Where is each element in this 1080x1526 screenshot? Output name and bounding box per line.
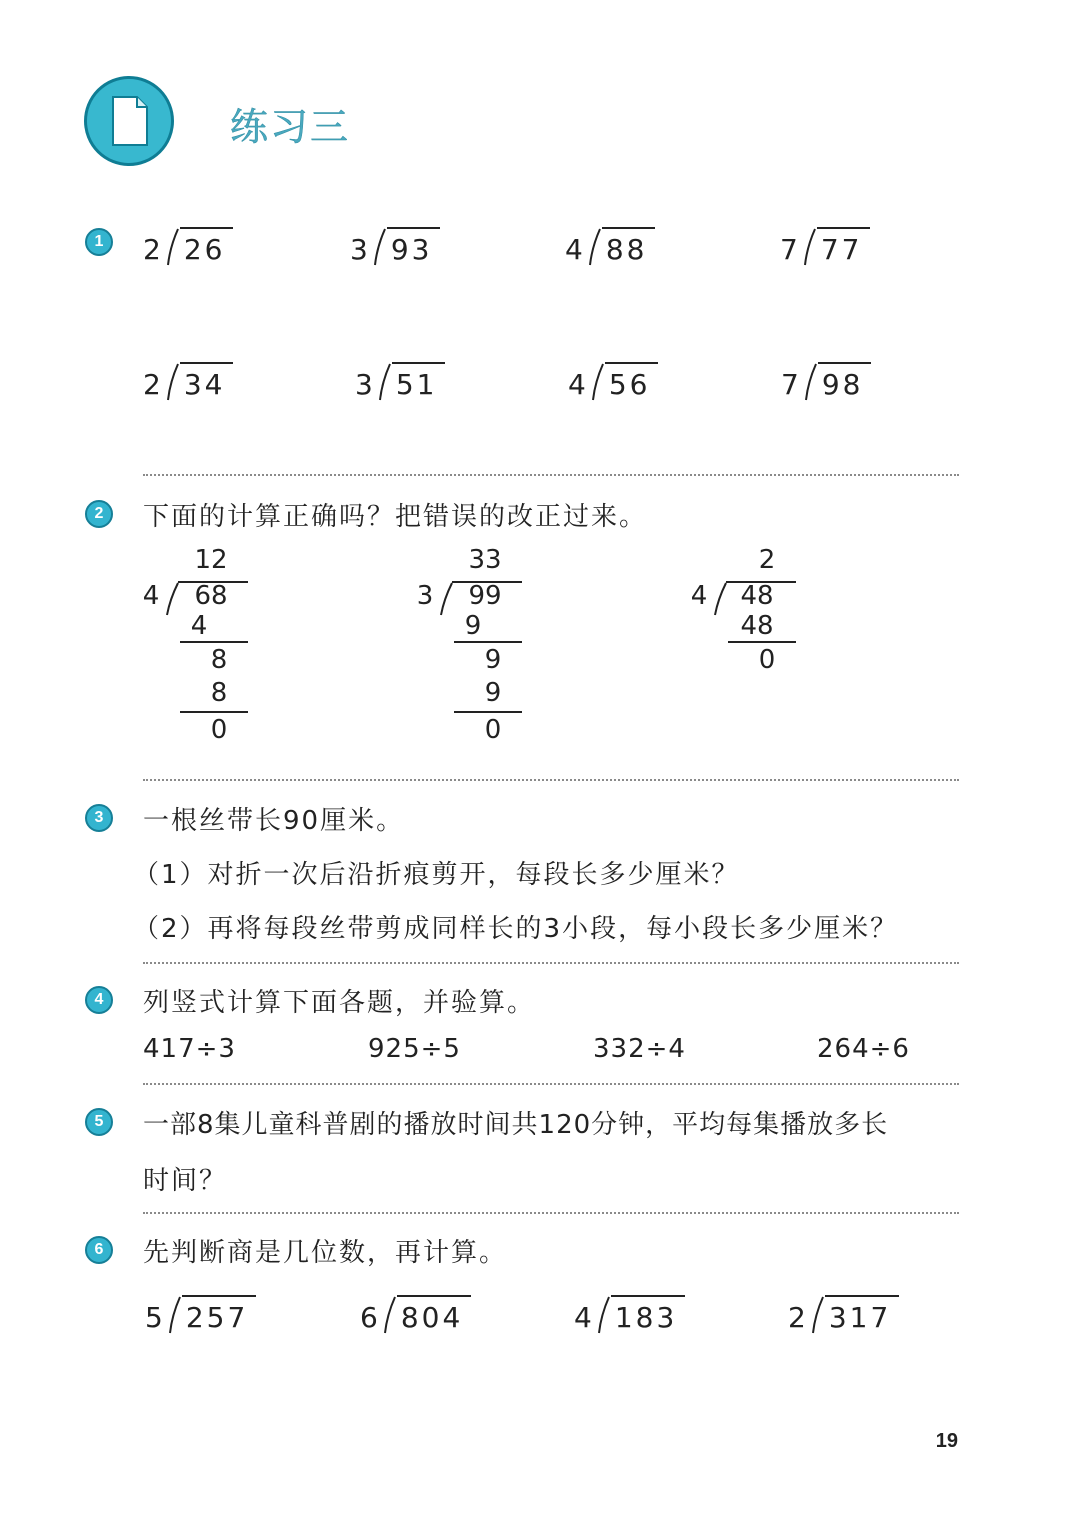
expression: 417÷3: [143, 1034, 236, 1064]
problem-4-text: 列竖式计算下面各题，并验算。: [143, 988, 536, 1018]
dividend: 51: [395, 368, 438, 401]
division-item: [145, 1290, 252, 1334]
problem-2-text: 下面的计算正确吗？把错误的改正过来。: [143, 502, 648, 532]
divisor: 6: [360, 1301, 381, 1334]
separator: [143, 1083, 959, 1085]
division-item: [788, 1290, 895, 1334]
division-item: [355, 357, 441, 401]
divisor: 3: [416, 581, 434, 611]
division-item: [360, 1290, 467, 1334]
problem-3-sub2: （2）再将每段丝带剪成同样长的3小段，每小段长多少厘米？: [133, 914, 899, 944]
dividend: 77: [820, 233, 863, 266]
divisor: 4: [568, 368, 589, 401]
divisor: 4: [142, 581, 160, 611]
divisor: 4: [690, 581, 708, 611]
dividend: 56: [608, 368, 651, 401]
division-item: [568, 357, 654, 401]
problem-4-badge: 4: [85, 986, 113, 1014]
step: 4: [190, 611, 208, 641]
divisor: 7: [780, 233, 801, 266]
divisor: 3: [350, 233, 371, 266]
worked-division-2: [414, 545, 534, 755]
step: 8: [210, 678, 228, 708]
dividend: 93: [390, 233, 433, 266]
step: 0: [484, 715, 502, 745]
division-item: [780, 222, 866, 266]
problem-5-line2: 时间？: [143, 1166, 228, 1196]
step: 0: [210, 715, 228, 745]
expression: 264÷6: [817, 1034, 910, 1064]
expression: 925÷5: [368, 1034, 461, 1064]
step: 9: [484, 678, 502, 708]
dividend: 183: [614, 1301, 678, 1334]
problem-6-badge: 6: [85, 1236, 113, 1264]
divisor: 4: [565, 233, 586, 266]
step: 8: [210, 645, 228, 675]
problem-3-text: 一根丝带长90厘米。: [143, 806, 405, 836]
step: 0: [758, 645, 776, 675]
division-item: [565, 222, 651, 266]
document-icon: [84, 76, 174, 166]
dividend: 34: [183, 368, 226, 401]
problem-6-text: 先判断商是几位数，再计算。: [143, 1238, 508, 1268]
dividend: 48: [740, 581, 774, 611]
dividend: 68: [194, 581, 228, 611]
problem-5-badge: 5: [85, 1108, 113, 1136]
step: 48: [740, 611, 774, 641]
separator: [143, 474, 959, 476]
page-title: 练习三: [230, 105, 351, 149]
divisor: 5: [145, 1301, 166, 1334]
problem-3-badge: 3: [85, 804, 113, 832]
problem-5-line1: 一部8集儿童科普剧的播放时间共120分钟，平均每集播放多长: [143, 1110, 889, 1140]
dividend: 257: [185, 1301, 249, 1334]
divisor: 7: [781, 368, 802, 401]
divisor: 2: [143, 233, 164, 266]
quotient: 2: [758, 545, 776, 575]
divisor: 4: [574, 1301, 595, 1334]
dividend: 26: [183, 233, 226, 266]
division-item: [143, 222, 229, 266]
divisor: 2: [788, 1301, 809, 1334]
divisor: 2: [143, 368, 164, 401]
division-item: [350, 222, 436, 266]
dividend: 98: [821, 368, 864, 401]
division-item: [781, 357, 867, 401]
division-item: [143, 357, 229, 401]
divisor: 3: [355, 368, 376, 401]
quotient: 33: [468, 545, 502, 575]
step: 9: [484, 645, 502, 675]
quotient: 12: [194, 545, 228, 575]
step: 9: [464, 611, 482, 641]
problem-2-badge: 2: [85, 500, 113, 528]
problem-1-badge: 1: [85, 228, 113, 256]
expression: 332÷4: [593, 1034, 686, 1064]
page-number: 19: [935, 1430, 958, 1452]
separator: [143, 779, 959, 781]
separator: [143, 962, 959, 964]
dividend: 88: [605, 233, 648, 266]
dividend: 99: [468, 581, 502, 611]
problem-3-sub1: （1）对折一次后沿折痕剪开，每段长多少厘米？: [133, 860, 740, 890]
dividend: 804: [400, 1301, 464, 1334]
division-item: [574, 1290, 681, 1334]
worked-division-1: [140, 545, 260, 755]
dividend: 317: [828, 1301, 892, 1334]
worked-division-3: [688, 545, 808, 685]
separator: [143, 1212, 959, 1214]
